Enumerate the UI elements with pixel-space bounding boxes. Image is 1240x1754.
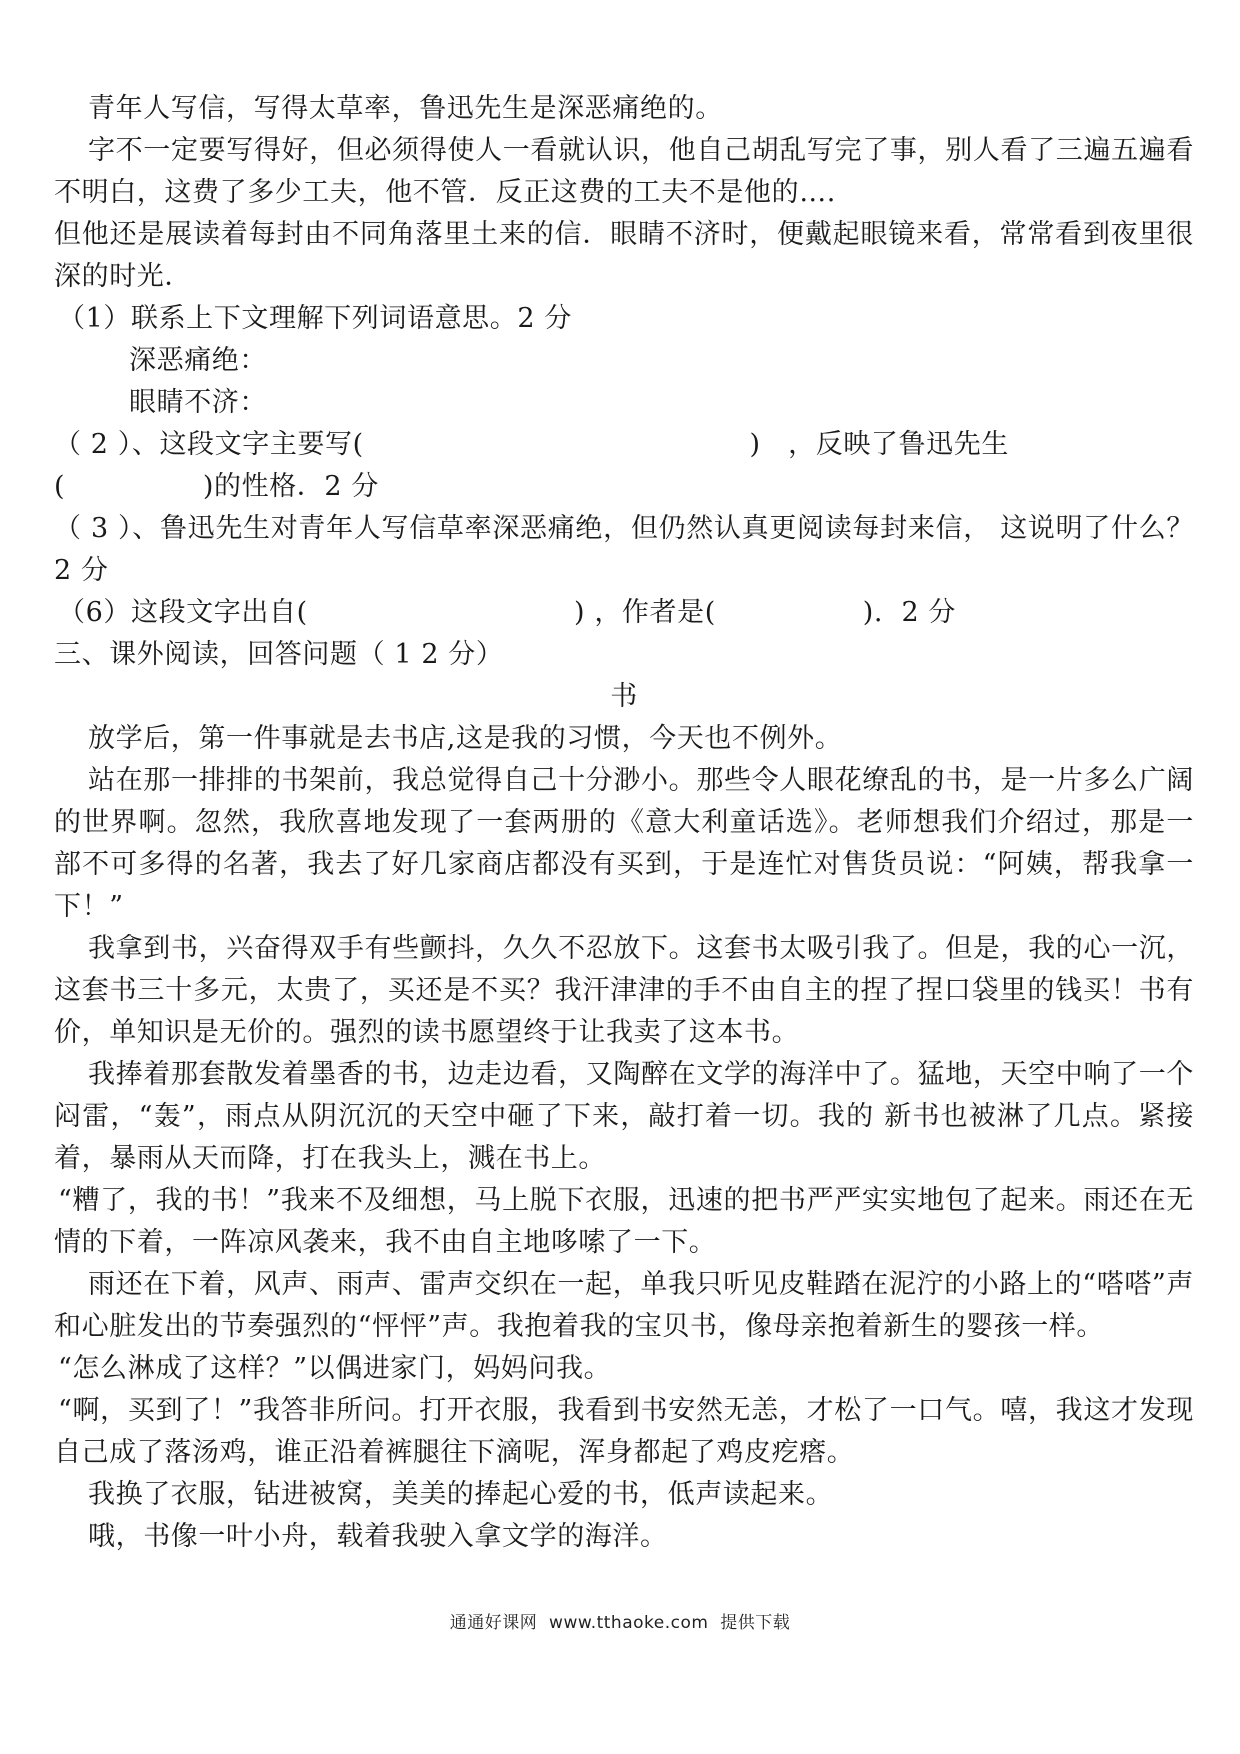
story-paragraph-5: “糟了，我的书！”我来不及细想，马上脱下衣服，迅速的把书严严实实地包了起来。雨还在无情的下着，一阵凉风袭来，我不由自主地哆嗦了一下。 [54,1185,1194,1258]
document-page [54,88,1194,1558]
story-paragraph-4: 我捧着那套散发着墨香的书，边走边看，又陶醉在文学的海洋中了。猛地，天空中响了一个闷雷，“轰”，雨点从阴沉沉的天空中砸了下来，敲打着一切。我的 新书也被淋了几点。紧接着，暴雨从天而降，打在我头上，溅在书上。 [54,1059,1194,1174]
passage1-paragraph-3: 但他还是展读着每封由不同角落里土来的信．眼睛不济时，便戴起眼镜来看，常常看到夜里很深的时光． [54,219,1194,292]
passage1-paragraph-1: 青年人写信，写得太草率，鲁迅先生是深恶痛绝的。 [88,93,723,124]
passage1-paragraph-2: 字不一定要写得好，但必须得使人一看就认识，他自己胡乱写完了事，别人看了三遍五遍看不明白，这费了多少工夫，他不管．反正这费的工夫不是他的…. [54,135,1194,208]
story-paragraph-8: “啊，买到了！”我答非所问。打开衣服，我看到书安然无恙，才松了一口气。嘻，我这才发现自己成了落汤鸡，谁正沿着裤腿往下滴呢，浑身都起了鸡皮疙瘩。 [54,1395,1194,1468]
story-paragraph-1: 放学后，第一件事就是去书店,这是我的习惯，今天也不例外。 [88,723,843,754]
story-paragraph-2: 站在那一排排的书架前，我总觉得自己十分渺小。那些令人眼花缭乱的书，是一片多么广阔的世界啊。忽然，我欣喜地发现了一套两册的《意大利童话选》。老师想我们介绍过，那是一部不可多得的名著，我去了好几家商店都没有买到，于是连忙对售货员说：“阿姨，帮我拿一下！” [54,765,1194,922]
story-title: 书 [610,681,638,712]
question-3: （ 3 ）、鲁迅先生对青年人写信草率深恶痛绝，但仍然认真更阅读每封来信， 这说明了什么？2 分 [54,513,1194,586]
story-paragraph-9: 我换了衣服，钻进被窝，美美的捧起心爱的书，低声读起来。 [88,1479,834,1510]
section-3-heading: 三、课外阅读，回答问题（ 1 2 分） [54,639,504,670]
question-1-term-a: 深恶痛绝： [129,345,267,376]
story-paragraph-6: 雨还在下着，风声、雨声、雷声交织在一起，单我只听见皮鞋踏在泥泞的小路上的“嗒嗒”声和心脏发出的节奏强烈的“怦怦”声。我抱着我的宝贝书，像母亲抱着新生的婴孩一样。 [54,1269,1194,1342]
story-paragraph-10: 哦，书像一叶小舟，载着我驶入拿文学的海洋。 [88,1521,668,1552]
question-1-term-b: 眼睛不济： [129,387,267,418]
question-2-line-2: ( )的性格．2 分 [54,471,379,502]
question-1: （1）联系上下文理解下列词语意思。2 分 [58,303,572,334]
footer-source-note: 通通好课网 www.tthaoke.com 提供下载 [449,1613,791,1633]
question-2-line-1: （ 2 ）、这段文字主要写( ) ，反映了鲁迅先生 [54,429,1009,460]
story-paragraph-7: “怎么淋成了这样？”以偶进家门，妈妈问我。 [58,1353,612,1384]
question-6: （6）这段文字出自( ) ，作者是( ). 2 分 [58,597,957,628]
story-paragraph-3: 我拿到书，兴奋得双手有些颤抖，久久不忍放下。这套书太吸引我了。但是，我的心一沉，这套书三十多元，太贵了，买还是不买？我汗津津的手不由自主的捏了捏口袋里的钱买！书有价，单知识是无价的。强烈的读书愿望终于让我卖了这本书。 [54,933,1194,1048]
